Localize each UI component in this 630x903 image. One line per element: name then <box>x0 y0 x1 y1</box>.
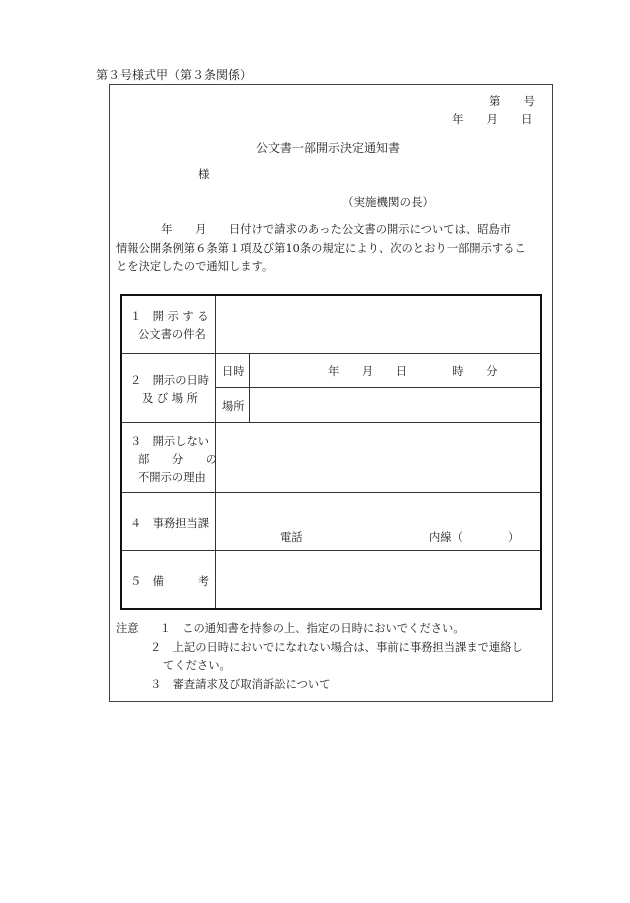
datetime-value[interactable]: 年 月 日 時 分 <box>328 365 498 378</box>
row-divider <box>122 353 540 354</box>
note-item: １ この通知書を持参の上、指定の日時においでください。 <box>159 622 465 635</box>
body-line: 情報公開条例第６条第１項及び第10条の規定により、次のとおり一部開示するこ <box>116 241 526 255</box>
notes-line-1 <box>116 620 523 639</box>
document-title: 公文書一部開示決定通知書 <box>256 141 401 155</box>
remarks-field[interactable] <box>225 558 535 602</box>
row3-label-line3: 不開示の理由 <box>138 471 206 484</box>
note-item: ３ 審査請求及び取消訴訟について <box>150 677 331 691</box>
disclosure-details-table <box>120 294 542 610</box>
form-number-label: 第３号様式甲（第３条関係） <box>96 68 253 82</box>
issuing-authority: （実施機関の長） <box>342 195 434 209</box>
row-divider <box>122 492 540 493</box>
document-number-line: 第 号 <box>489 94 535 108</box>
note-item: ２ 上記の日時においでになれない場合は、事前に事務担当課まで連絡し <box>150 640 523 654</box>
body-line: 年 月 日付けで請求のあった公文書の開示については、昭島市 <box>116 223 512 236</box>
document-subject-field[interactable] <box>225 308 535 344</box>
place-sublabel: 場所 <box>222 400 245 413</box>
notice-body <box>116 221 548 277</box>
row1-label-line2: 公文書の件名 <box>138 328 206 341</box>
notes-heading: 注意 <box>116 622 139 635</box>
row-divider <box>122 550 540 551</box>
row-divider <box>122 422 540 423</box>
extension-label: 内線（ ） <box>429 531 520 544</box>
row3-label-line2: 部 分 の <box>138 453 218 466</box>
row1-label-line1: １ 開 示 す る <box>130 310 209 323</box>
subrow-divider <box>215 387 540 388</box>
addressee-honorific: 様 <box>198 167 210 181</box>
phone-label: 電話 <box>280 531 303 544</box>
place-field[interactable] <box>256 394 534 416</box>
row3-label-line1: ３ 開示しない <box>130 435 210 448</box>
row2-label-line1: ２ 開示の日時 <box>130 374 210 387</box>
document-date-line: 年 月 日 <box>452 112 533 126</box>
nondisclosure-reason-field[interactable] <box>225 430 535 486</box>
body-line: とを決定したので通知します。 <box>116 260 274 273</box>
datetime-sublabel: 日時 <box>222 365 245 378</box>
row5-label: ５ 備 考 <box>130 575 210 588</box>
note-item-continuation: てください。 <box>163 659 231 672</box>
row2-label-line2: 及 び 場 所 <box>142 392 198 405</box>
notes-section <box>116 620 523 694</box>
row4-label: ４ 事務担当課 <box>130 517 210 530</box>
